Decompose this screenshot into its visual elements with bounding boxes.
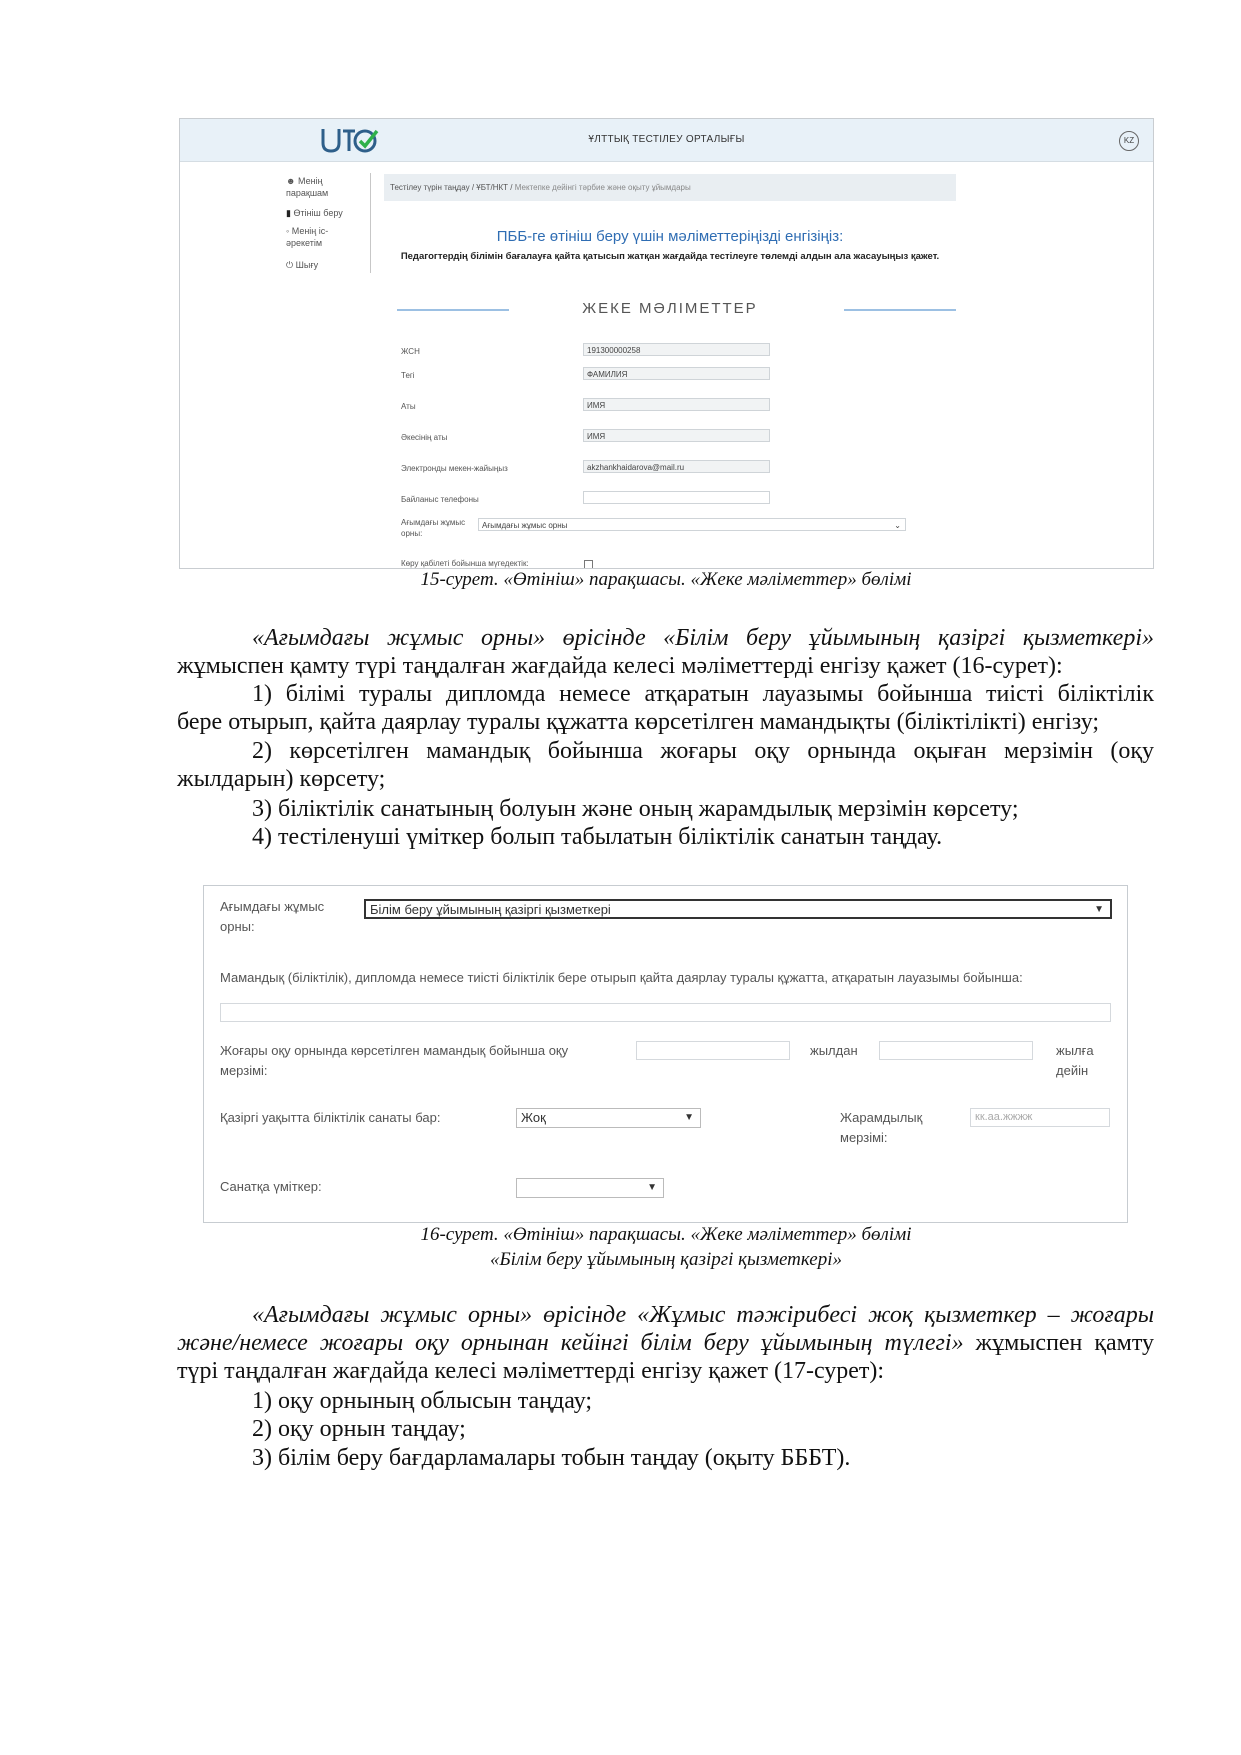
sidebar-item-history[interactable]	[286, 225, 356, 249]
job-select[interactable]	[478, 518, 906, 531]
surname-field[interactable]: ФАМИЛИЯ	[583, 367, 770, 380]
job-label: Ағымдағы жұмыс орны:	[220, 899, 325, 934]
category-select-value: Жоқ	[521, 1110, 546, 1125]
sidebar-item-label: Менің парақшам	[286, 176, 329, 198]
paragraph-1-italic: «Ағымдағы жұмыс орны» өрісінде «Білім беру ұйымының қазіргі қызметкері»	[252, 625, 1154, 651]
sidebar-item-logout[interactable]	[286, 259, 356, 271]
chevron-down-icon: ▼	[647, 1182, 657, 1193]
caption-figure-16-line1: 16-сурет. «Өтініш» парақшасы. «Жеке мәліметтер» бөлімі	[420, 1224, 912, 1245]
paragraph-2	[177, 1301, 1154, 1385]
form-content	[384, 174, 956, 568]
category-select[interactable]	[516, 1108, 701, 1128]
sidebar-item-profile[interactable]	[286, 175, 356, 199]
chevron-down-icon: ▼	[684, 1112, 694, 1123]
paragraph-1	[177, 624, 1154, 680]
disability-checkbox[interactable]	[584, 560, 593, 569]
form-subtitle: Педагогтердің білімін бағалауға қайта қатысып жатқан жағдайда тестілеуге төлемді алдын ала жасауыңыз қажет.	[400, 251, 940, 262]
list-item: 4) тестіленуші үміткер болып табылатын біліктілік санатын таңдау.	[252, 824, 943, 850]
caption-figure-16-line2: «Білім беру ұйымының қазіргі қызметкері»	[489, 1249, 843, 1270]
sidebar-item-apply[interactable]	[286, 207, 356, 219]
list-item-line: бере отырып, қайта даярлау туралы құжатта көрсетілген мамандықты (біліктілікті) енгізу;	[177, 709, 1100, 735]
field-label-disability: Көру қабілеті бойынша мүгедектік:	[401, 559, 529, 568]
field-label-job: Ағымдағы жұмыс орны:	[401, 518, 466, 538]
specialty-label: Мамандық (біліктілік), дипломда немесе тиісті біліктілік бере отырып қайта даярлау туралы құжатта, атқаратын лауазымы бойынша:	[220, 970, 1023, 985]
field-label-iin: ЖСН	[401, 347, 420, 356]
language-switch[interactable]: KZ	[1119, 131, 1139, 151]
specialty-input[interactable]	[220, 1003, 1111, 1022]
header-title: ҰЛТТЫҚ ТЕСТІЛЕУ ОРТАЛЫҒЫ	[588, 134, 745, 145]
iin-field[interactable]: 191300000258	[583, 343, 770, 356]
list-item: 1) оқу орнының облысын таңдау;	[252, 1388, 593, 1414]
sidebar-divider	[370, 173, 371, 273]
section-title: ЖЕКЕ МӘЛІМЕТТЕР	[582, 300, 758, 317]
validity-input[interactable]: кк.аа.жжжж	[970, 1108, 1110, 1127]
job-select-value: Білім беру ұйымының қазіргі қызметкері	[370, 902, 611, 917]
sidebar-item-label: Өтініш беру	[293, 208, 343, 218]
name-field[interactable]: ИМЯ	[583, 398, 770, 411]
job-select[interactable]	[364, 899, 1112, 919]
paragraph-2-text: түрі таңдалған жағдайда келесі мәліметтерді енгізу қажет (17-сурет):	[177, 1358, 885, 1384]
list-item	[177, 680, 1154, 736]
phone-field[interactable]	[583, 491, 770, 504]
document-icon: ▮	[286, 208, 291, 218]
breadcrumb-item[interactable]: ҰБТ/НКТ	[476, 183, 509, 192]
paragraph-2-italic: және/немесе жоғары оқу орнынан кейінгі білім беру ұйымының түлегі»	[177, 1330, 964, 1356]
sidebar-item-label: Менің іс-әрекетім	[286, 226, 329, 248]
list-item-line: жылдарын) көрсету;	[177, 766, 386, 792]
list-item: 3) біліктілік санатының болуын және оның жарамдылық мерзімін көрсету;	[252, 796, 1019, 822]
category-label: Қазіргі уақытта біліктілік санаты бар:	[220, 1110, 441, 1125]
study-period-label: Жоғары оқу орнында көрсетілген мамандық бойынша оқу мерзімі:	[220, 1043, 569, 1078]
site-header	[180, 119, 1153, 162]
list-item	[177, 737, 1154, 793]
list-item: 2) оқу орнын таңдау;	[252, 1416, 466, 1442]
chevron-down-icon: ⌄	[894, 521, 901, 530]
caption-figure-15: 15-сурет. «Өтініш» парақшасы. «Жеке мәліметтер» бөлімі	[420, 569, 912, 590]
breadcrumb-item: Мектепке дейінгі тәрбие және оқыту ұйымдары	[514, 183, 691, 192]
field-label-surname: Тегі	[401, 371, 415, 380]
email-field[interactable]: akzhankhaidarova@mail.ru	[583, 460, 770, 473]
form-title: ПББ-ге өтініш беру үшін мәліметтеріңізді енгізіңіз:	[496, 228, 844, 245]
power-icon: ⏻	[286, 260, 294, 270]
list-item-line: 1) білімі туралы дипломда немесе атқаратын лауазымы бойынша тиісті біліктілік	[252, 681, 1154, 707]
chevron-down-icon: ▼	[1094, 904, 1104, 915]
study-from-input[interactable]	[636, 1041, 790, 1060]
breadcrumb-item[interactable]: Тестілеу түрін таңдау	[390, 183, 470, 192]
figure-16-screenshot	[203, 885, 1128, 1223]
study-to-input[interactable]	[879, 1041, 1033, 1060]
history-icon: ◦	[286, 226, 290, 236]
list-item: 3) білім беру бағдарламалары тобын таңдау (оқыту БББТ).	[252, 1445, 851, 1471]
validity-label: Жарамдылық мерзімі:	[840, 1110, 923, 1145]
from-label: жылдан	[810, 1043, 858, 1058]
paragraph-2-text: жұмыспен қамту	[975, 1330, 1155, 1356]
list-item-line: 2) көрсетілген мамандық бойынша жоғары оқу орнында оқыған мерзімін (оқу	[252, 738, 1154, 764]
user-icon: ☻	[286, 176, 296, 186]
patronymic-field[interactable]: ИМЯ	[583, 429, 770, 442]
job-select-value: Ағымдағы жұмыс орны	[482, 521, 568, 530]
field-label-email: Электронды мекен-жайыңыз	[401, 464, 508, 473]
breadcrumb: Тестілеу түрін таңдау / ҰБТ/НКТ / Мектепке дейінгі тәрбие және оқыту ұйымдары	[384, 174, 956, 201]
field-label-patronymic: Әкесінің аты	[401, 433, 448, 442]
field-label-phone: Байланыс телефоны	[401, 495, 479, 504]
figure-15-screenshot	[179, 118, 1154, 569]
paragraph-1-text: жұмыспен қамту түрі таңдалған жағдайда келесі мәліметтерді енгізу қажет (16-сурет):	[177, 653, 1063, 679]
paragraph-2-italic: «Ағымдағы жұмыс орны» өрісінде «Жұмыс тәжірибесі жоқ қызметкер – жоғары	[252, 1302, 1154, 1328]
field-label-name: Аты	[401, 402, 416, 411]
to-label: жылға дейін	[1056, 1043, 1094, 1078]
sidebar-item-label: Шығу	[295, 260, 319, 270]
candidate-label: Санатқа үміткер:	[220, 1179, 322, 1194]
section-divider	[844, 309, 956, 311]
candidate-select[interactable]	[516, 1178, 664, 1198]
